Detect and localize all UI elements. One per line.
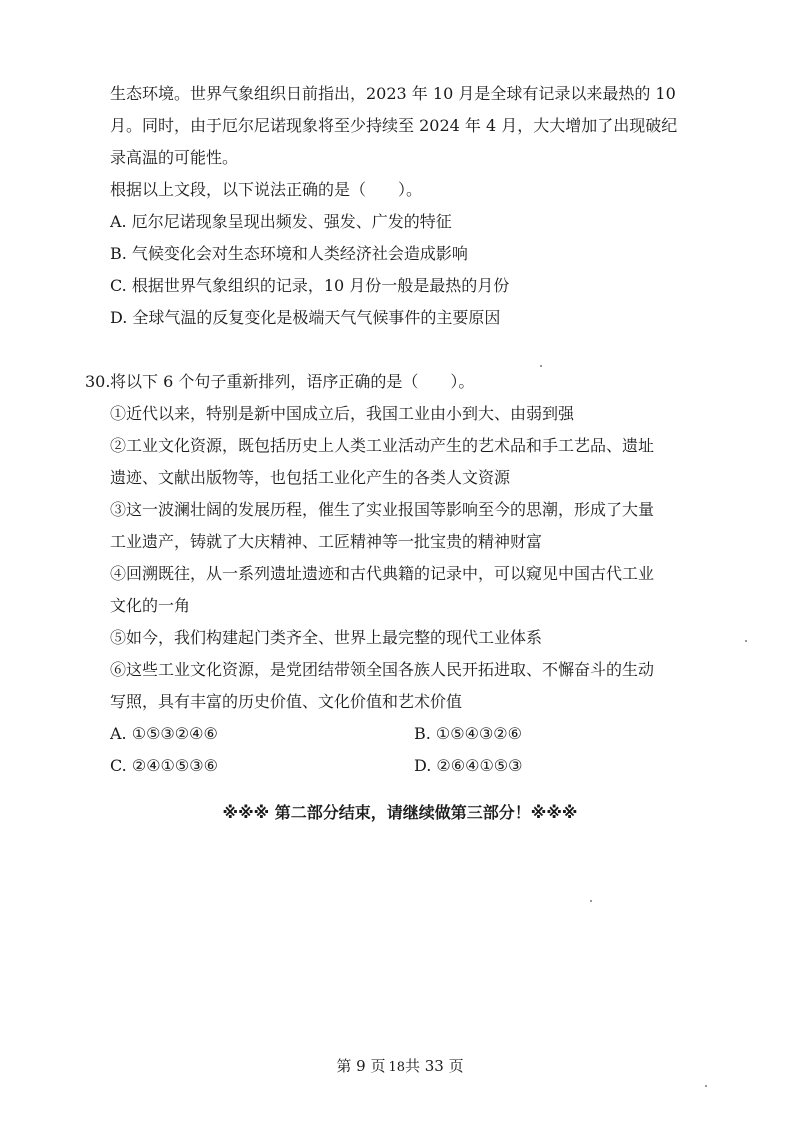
q30-number: 30. [85,372,111,391]
q29-passage-line-1: 生态环境。世界气象组织日前指出，2023 年 10 月是全球有记录以来最热的 10 [110,84,676,103]
q30-sentence-line-10: 写照，具有丰富的历史价值、文化价值和艺术价值 [110,692,463,711]
section-end-banner: ※※※ 第二部分结束，请继续做第三部分！※※※ [222,803,578,822]
q30-sentence-line-9: ⑥这些工业文化资源，是党团结带领全国各族人民开拓进取、不懈奋斗的生动 [110,660,655,679]
q30-option-b[interactable]: B. ①⑤④③②⑥ [414,724,522,743]
q29-option-a[interactable]: A. 厄尔尼诺现象呈现出频发、强发、广发的特征 [110,212,452,231]
q30-option-c[interactable]: C. ②④①⑤③⑥ [110,756,218,775]
q30-sentence-line-4: ③这一波澜壮阔的发展历程，催生了实业报国等影响至今的思潮，形成了大量 [110,500,655,519]
footer-total-pages: 共 33 页 [405,1057,464,1075]
q30-sentence-line-2: ②工业文化资源，既包括历史上人类工业活动产生的艺术品和手工艺品、遗址 [110,436,655,455]
footer-page-number: 第 9 页 [336,1057,386,1075]
q30-option-a[interactable]: A. ①⑤③②④⑥ [110,724,218,743]
q29-option-d[interactable]: D. 全球气温的反复变化是极端天气气候事件的主要原因 [110,308,501,327]
q30-sentence-line-8: ⑤如今，我们构建起门类齐全、世界上最完整的现代工业体系 [110,628,543,647]
q30-question-stem: 将以下 6 个句子重新排列，语序正确的是（ ）。 [110,372,475,391]
q29-question-stem: 根据以上文段，以下说法正确的是（ ）。 [110,180,423,199]
scan-speck [590,900,592,902]
q30-sentence-line-1: ①近代以来，特别是新中国成立后，我国工业由小到大、由弱到强 [110,404,575,423]
q29-option-b[interactable]: B. 气候变化会对生态环境和人类经济社会造成影响 [110,244,468,263]
q29-passage-line-2: 月。同时，由于厄尔尼诺现象将至少持续至 2024 年 4 月，大大增加了出现破纪 [110,116,678,135]
scan-speck [745,640,747,642]
q30-sentence-line-3: 遗迹、文献出版物等，也包括工业化产生的各类人文资源 [110,468,511,487]
scan-speck [705,1085,707,1087]
q30-sentence-line-7: 文化的一角 [110,596,191,615]
q30-option-d[interactable]: D. ②⑥④①⑤③ [414,756,523,775]
q30-sentence-line-6: ④回溯既往，从一系列遗址遗迹和古代典籍的记录中，可以窥见中国古代工业 [110,564,655,583]
page-footer [0,1056,800,1078]
footer-stamp: 18 [388,1060,405,1075]
q30-sentence-line-5: 工业遗产，铸就了大庆精神、工匠精神等一批宝贵的精神财富 [110,532,543,551]
scan-speck [540,365,542,367]
q29-option-c[interactable]: C. 根据世界气象组织的记录，10 月份一般是最热的月份 [110,276,510,295]
q29-passage-line-3: 录高温的可能性。 [110,148,239,167]
